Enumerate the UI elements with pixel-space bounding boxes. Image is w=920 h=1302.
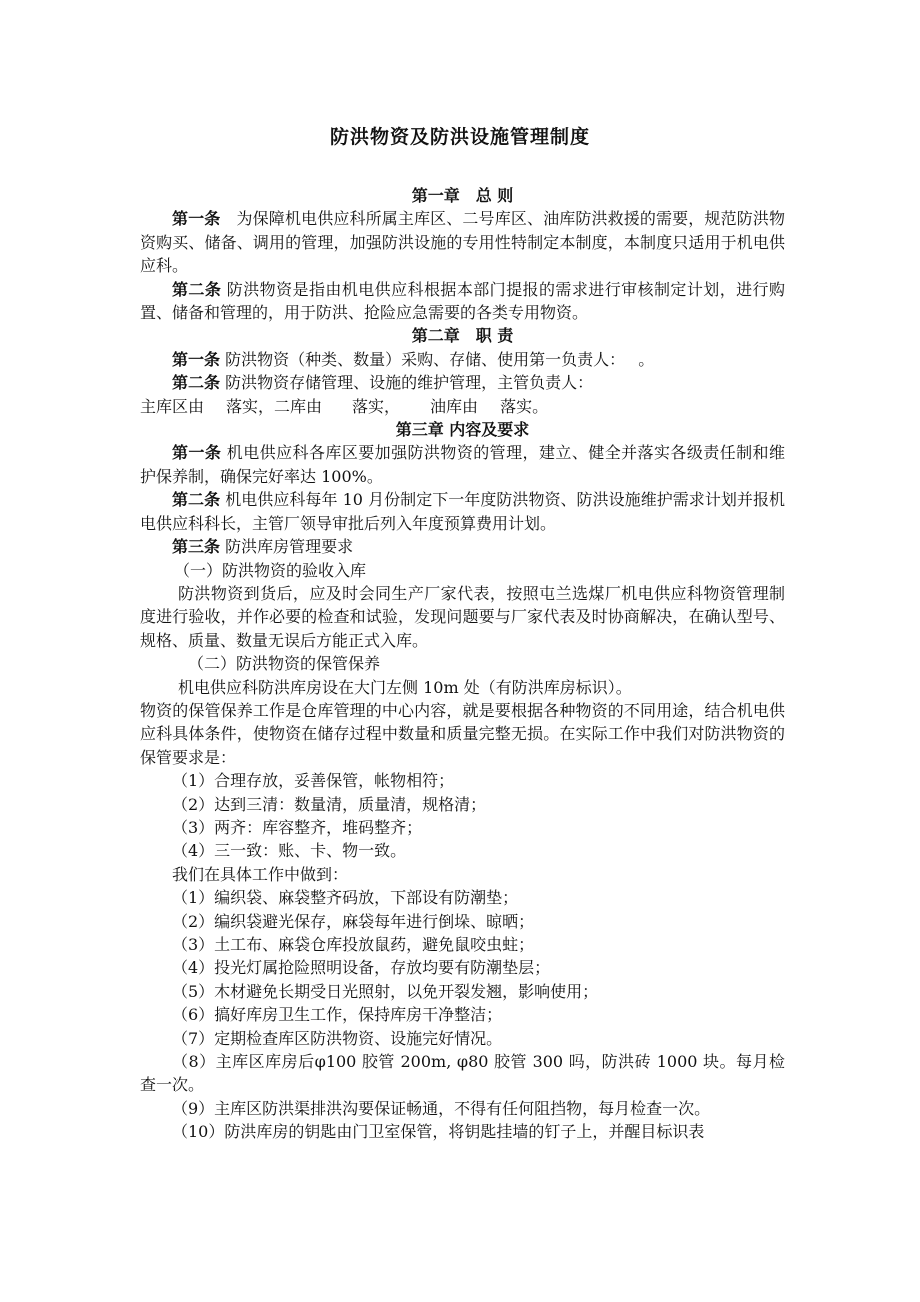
work-item: （8）主库区库房后φ100 胶管 200m, φ80 胶管 300 吗，防洪砖 1000 块。每月检查一次。 (140, 1052, 785, 1095)
requirement-item: （4）三一致：账、卡、物一致。 (172, 841, 407, 861)
ch2-article-2 (140, 371, 785, 394)
article-text: 防洪库房管理要求 (220, 537, 354, 557)
work-intro: 我们在具体工作中做到： (172, 864, 349, 884)
section-2-text-1: 机电供应科防洪库房设在大门左侧 10m 处（有防洪库房标识）。 (178, 677, 632, 697)
work-item: （10）防洪库房的钥匙由门卫室保管，将钥匙挂墙的钉子上，并醒目标识表 (172, 1122, 705, 1142)
text-run: 主库区由 (140, 396, 205, 416)
article-text: 防洪物资（种类、数量）采购、存储、使用第一负责人： 。 (220, 349, 655, 369)
document-body (140, 184, 785, 1144)
article-label: 第二条 (172, 279, 222, 299)
article-text: 防洪物资是指由机电供应科根据本部门提报的需求进行审核制定计划，进行购置、储备和管理的，用于防洪、抢险应急需要的各类专用物资。 (140, 279, 785, 323)
section-1-text: 防洪物资到货后，应及时会同生产厂家代表，按照屯兰选煤厂机电供应科物资管理制度进行验收，并作必要的检查和试验，发现问题要与厂家代表及时协商解决，在确认型号、规格、质量、数量无误后方能正式入库。 (140, 583, 785, 650)
work-item: （5）木材避免长期受日光照射，以免开裂发翘，影响使用； (172, 981, 599, 1001)
section-1-heading: （一）防洪物资的验收入库 (174, 560, 367, 580)
ch3-article-3 (140, 535, 785, 558)
ch1-article-2 (140, 278, 785, 325)
text-run: 油库由 (430, 396, 479, 416)
work-item: （4）投光灯属抢险照明设备，存放均要有防潮垫层； (172, 958, 551, 978)
article-text: 为保障机电供应科所属主库区、二号库区、油库防洪救援的需要，规范防洪物资购买、储备、调用的管理，加强防洪设施的专用性特制定本制度，本制度只适用于机电供应科。 (140, 209, 785, 276)
ch1-article-1 (140, 207, 785, 277)
article-label: 第一条 (172, 443, 222, 463)
work-item: （9）主库区防洪渠排洪沟要保证畅通，不得有任何阻挡物，每月检查一次。 (172, 1098, 711, 1118)
work-item: （6）搞好库房卫生工作，保持库房干净整洁； (172, 1005, 503, 1025)
article-label: 第一条 (172, 209, 221, 229)
ch2-article-2-assignees (140, 395, 785, 418)
ch2-article-1 (140, 348, 785, 371)
text-run: 落实，二库由 (226, 396, 323, 416)
section-2-heading: （二）防洪物资的保管保养 (188, 654, 381, 674)
work-item: （3）土工布、麻袋仓库投放鼠药，避免鼠咬虫蛀； (172, 935, 535, 954)
article-label: 第一条 (172, 349, 221, 369)
chapter-3-heading: 第三章 内容及要求 (395, 420, 530, 440)
text-run: 落实。 (500, 396, 549, 416)
article-text: 防洪物资存储管理、设施的维护管理，主管负责人： (220, 373, 594, 393)
requirement-item: （3）两齐：库容整齐，堆码整齐； (172, 817, 423, 837)
work-item: （7）定期检查库区防洪物资、设施完好情况。 (172, 1028, 503, 1048)
article-text: 机电供应科每年 10 月份制定下一年度防洪物资、防洪设施维护需求计划并报机电供应科科长，主管厂领导审批后列入年度预算费用计划。 (140, 490, 785, 533)
article-label: 第二条 (172, 373, 221, 393)
ch3-article-1 (140, 441, 785, 488)
ch3-article-2 (140, 488, 785, 535)
chapter-2-heading: 第二章 职 责 (411, 326, 514, 346)
article-label: 第二条 (172, 490, 221, 510)
section-2-text-2: 物资的保管保养工作是仓库管理的中心内容，就是要根据各种物资的不同用途，结合机电供应科具体条件，使物资在储存过程中数量和质量完整无损。在实际工作中我们对防洪物资的保管要求是： (140, 700, 785, 767)
requirement-item: （1）合理存放，妥善保管，帐物相符； (172, 771, 455, 791)
requirement-item: （2）达到三清：数量清，质量清，规格清； (172, 794, 487, 814)
document-title: 防洪物资及防洪设施管理制度 (329, 126, 590, 148)
article-text: 机电供应科各库区要加强防洪物资的管理，建立、健全并落实各级责任制和维护保养制，确保完好率达 100%。 (140, 443, 785, 486)
text-run: 落实， (352, 396, 401, 416)
work-item: （1）编织袋、麻袋整齐码放，下部设有防潮垫； (172, 888, 519, 908)
article-label: 第三条 (172, 537, 221, 557)
work-item: （2）编织袋避光保存，麻袋每年进行倒垛、晾晒； (172, 911, 535, 931)
chapter-1-heading: 第一章 总 则 (411, 186, 514, 205)
